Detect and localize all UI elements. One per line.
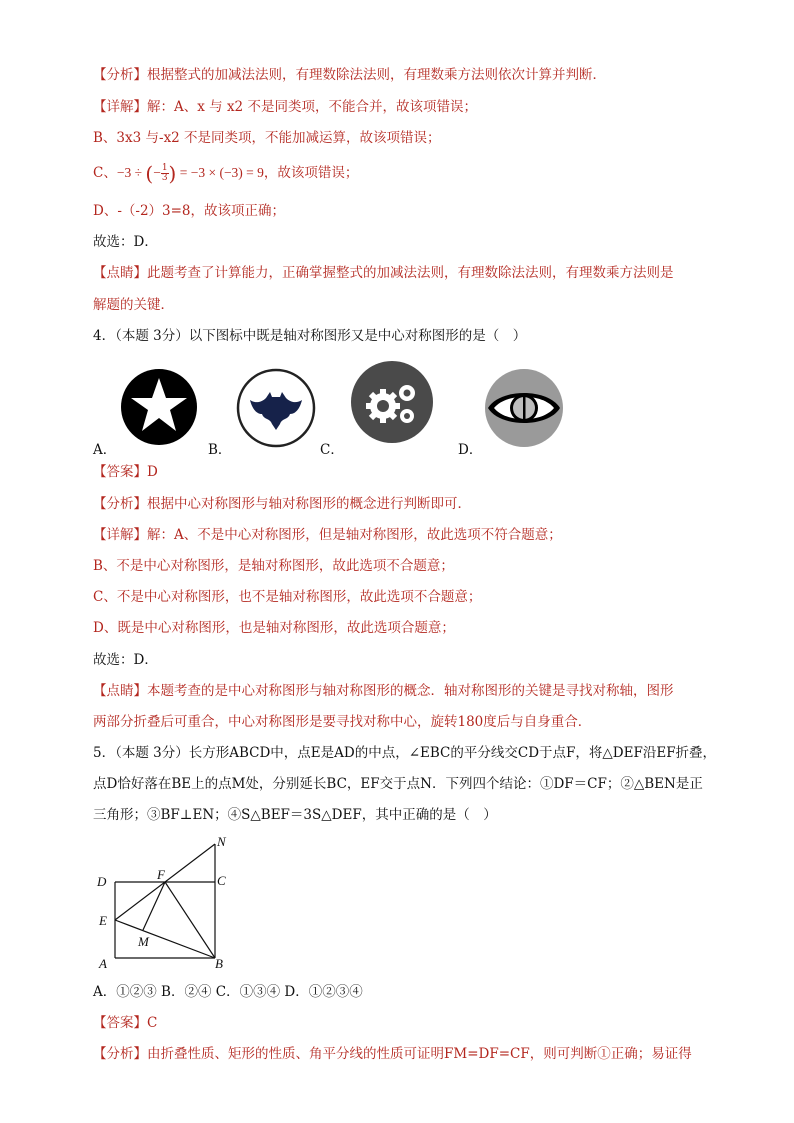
comment-tag: 【点睛】 [93,265,147,281]
q4-question: 4．（本题 3分）以下图标中既是轴对称图形又是中心对称图形的是（ ） [93,328,527,344]
answer-value: D [147,464,158,480]
eye-icon [484,368,564,448]
q3-comment-line2: 解题的关键． [93,297,174,313]
label-D: D [97,874,107,889]
q5-question-line1: 5．（本题 3分）长方形ABCD中，点E是AD的中点，∠EBC的平分线交CD于点F，将△DEF沿EF折叠， [93,745,717,761]
label-E: E [99,913,107,928]
label-M: M [138,934,149,949]
label-B: B [215,956,223,971]
option-c-label: C． [320,442,344,458]
detail-tag: 【详解】 [93,99,147,115]
q3-detail-a [93,98,477,116]
q5-question-line2: 点D恰好落在BE上的点M处，分别延长BC，EF交于点N．下列四个结论：①DF＝CF；②△BEN是正 [93,776,703,792]
q3-choose: 故选：D． [93,234,158,250]
option-b-label: B． [208,442,232,458]
analysis-tag: 【分析】 [93,67,147,83]
q4-detail-c: C、不是中心对称图形，也不是轴对称图形，故此选项不合题意； [93,589,482,605]
q4-comment-line2: 两部分折叠后可重合，中心对称图形是要寻找对称中心，旋转180度后与自身重合． [93,714,592,730]
q4-answer [93,463,158,481]
gears-icon [350,360,434,444]
q3-analysis [93,66,606,84]
q5-analysis: 【分析】由折叠性质、矩形的性质、角平分线的性质可证明FM=DF=CF，则可判断①正确；易证得 [93,1046,692,1062]
detail-c-left: −3 ÷ [116,165,146,180]
analysis-text: 根据整式的加减法法则，有理数除法法则，有理数乘方法则依次计算并判断． [147,67,606,83]
detail-c-right: = −3 × (−3) = 9 [176,165,264,180]
geometry-figure [93,832,243,972]
q3-detail-c: C、−3 ÷ (− $\frac{1}{3}$ ) = −3 × (−3) = 9，故该项错误； [93,161,359,186]
q3-detail-b: B、3x3 与-x2 不是同类项，不能加减运算，故该项错误； [93,130,441,146]
label-A: A [99,956,107,971]
q5-options: A．①②③ B．②④ C．①③④ D．①②③④ [93,984,363,1000]
option-d-label: D． [458,442,483,458]
q5-answer: 【答案】C [93,1015,158,1031]
q4-detail-d: D、既是中心对称图形，也是轴对称图形，故此选项合题意； [93,620,455,636]
answer-tag: 【答案】 [93,464,147,480]
star-icon [120,368,198,446]
q5-question-line3: 三角形；③BF⊥EN；④S△BEF＝3S△DEF，其中正确的是（ ） [93,807,497,823]
fraction: $\frac{1}{3}$ [161,163,168,183]
q4-detail-a: 【详解】解：A、不是中心对称图形，但是轴对称图形，故此选项不符合题意； [93,527,562,543]
label-F: F [157,867,165,882]
label-N: N [217,834,226,849]
bat-icon [236,368,316,448]
q4-analysis: 【分析】根据中心对称图形与轴对称图形的概念进行判断即可． [93,496,471,512]
detail-text: 解：A、x 与 x2 不是同类项，不能合并，故该项错误； [147,99,477,115]
q3-comment: 【点睛】此题考查了计算能力，正确掌握整式的加减法法则，有理数除法法则，有理数乘方法则是 [93,265,674,281]
q4-comment: 【点睛】本题考查的是中心对称图形与轴对称图形的概念．轴对称图形的关键是寻找对称轴，图形 [93,683,674,699]
option-a-label: A． [93,442,117,458]
q4-detail-b: B、不是中心对称图形，是轴对称图形，故此选项不合题意； [93,558,454,574]
q4-choose: 故选：D． [93,652,158,668]
label-C: C [217,873,226,888]
q3-detail-d: D、-（-2）3=8，故该项正确； [93,203,286,219]
